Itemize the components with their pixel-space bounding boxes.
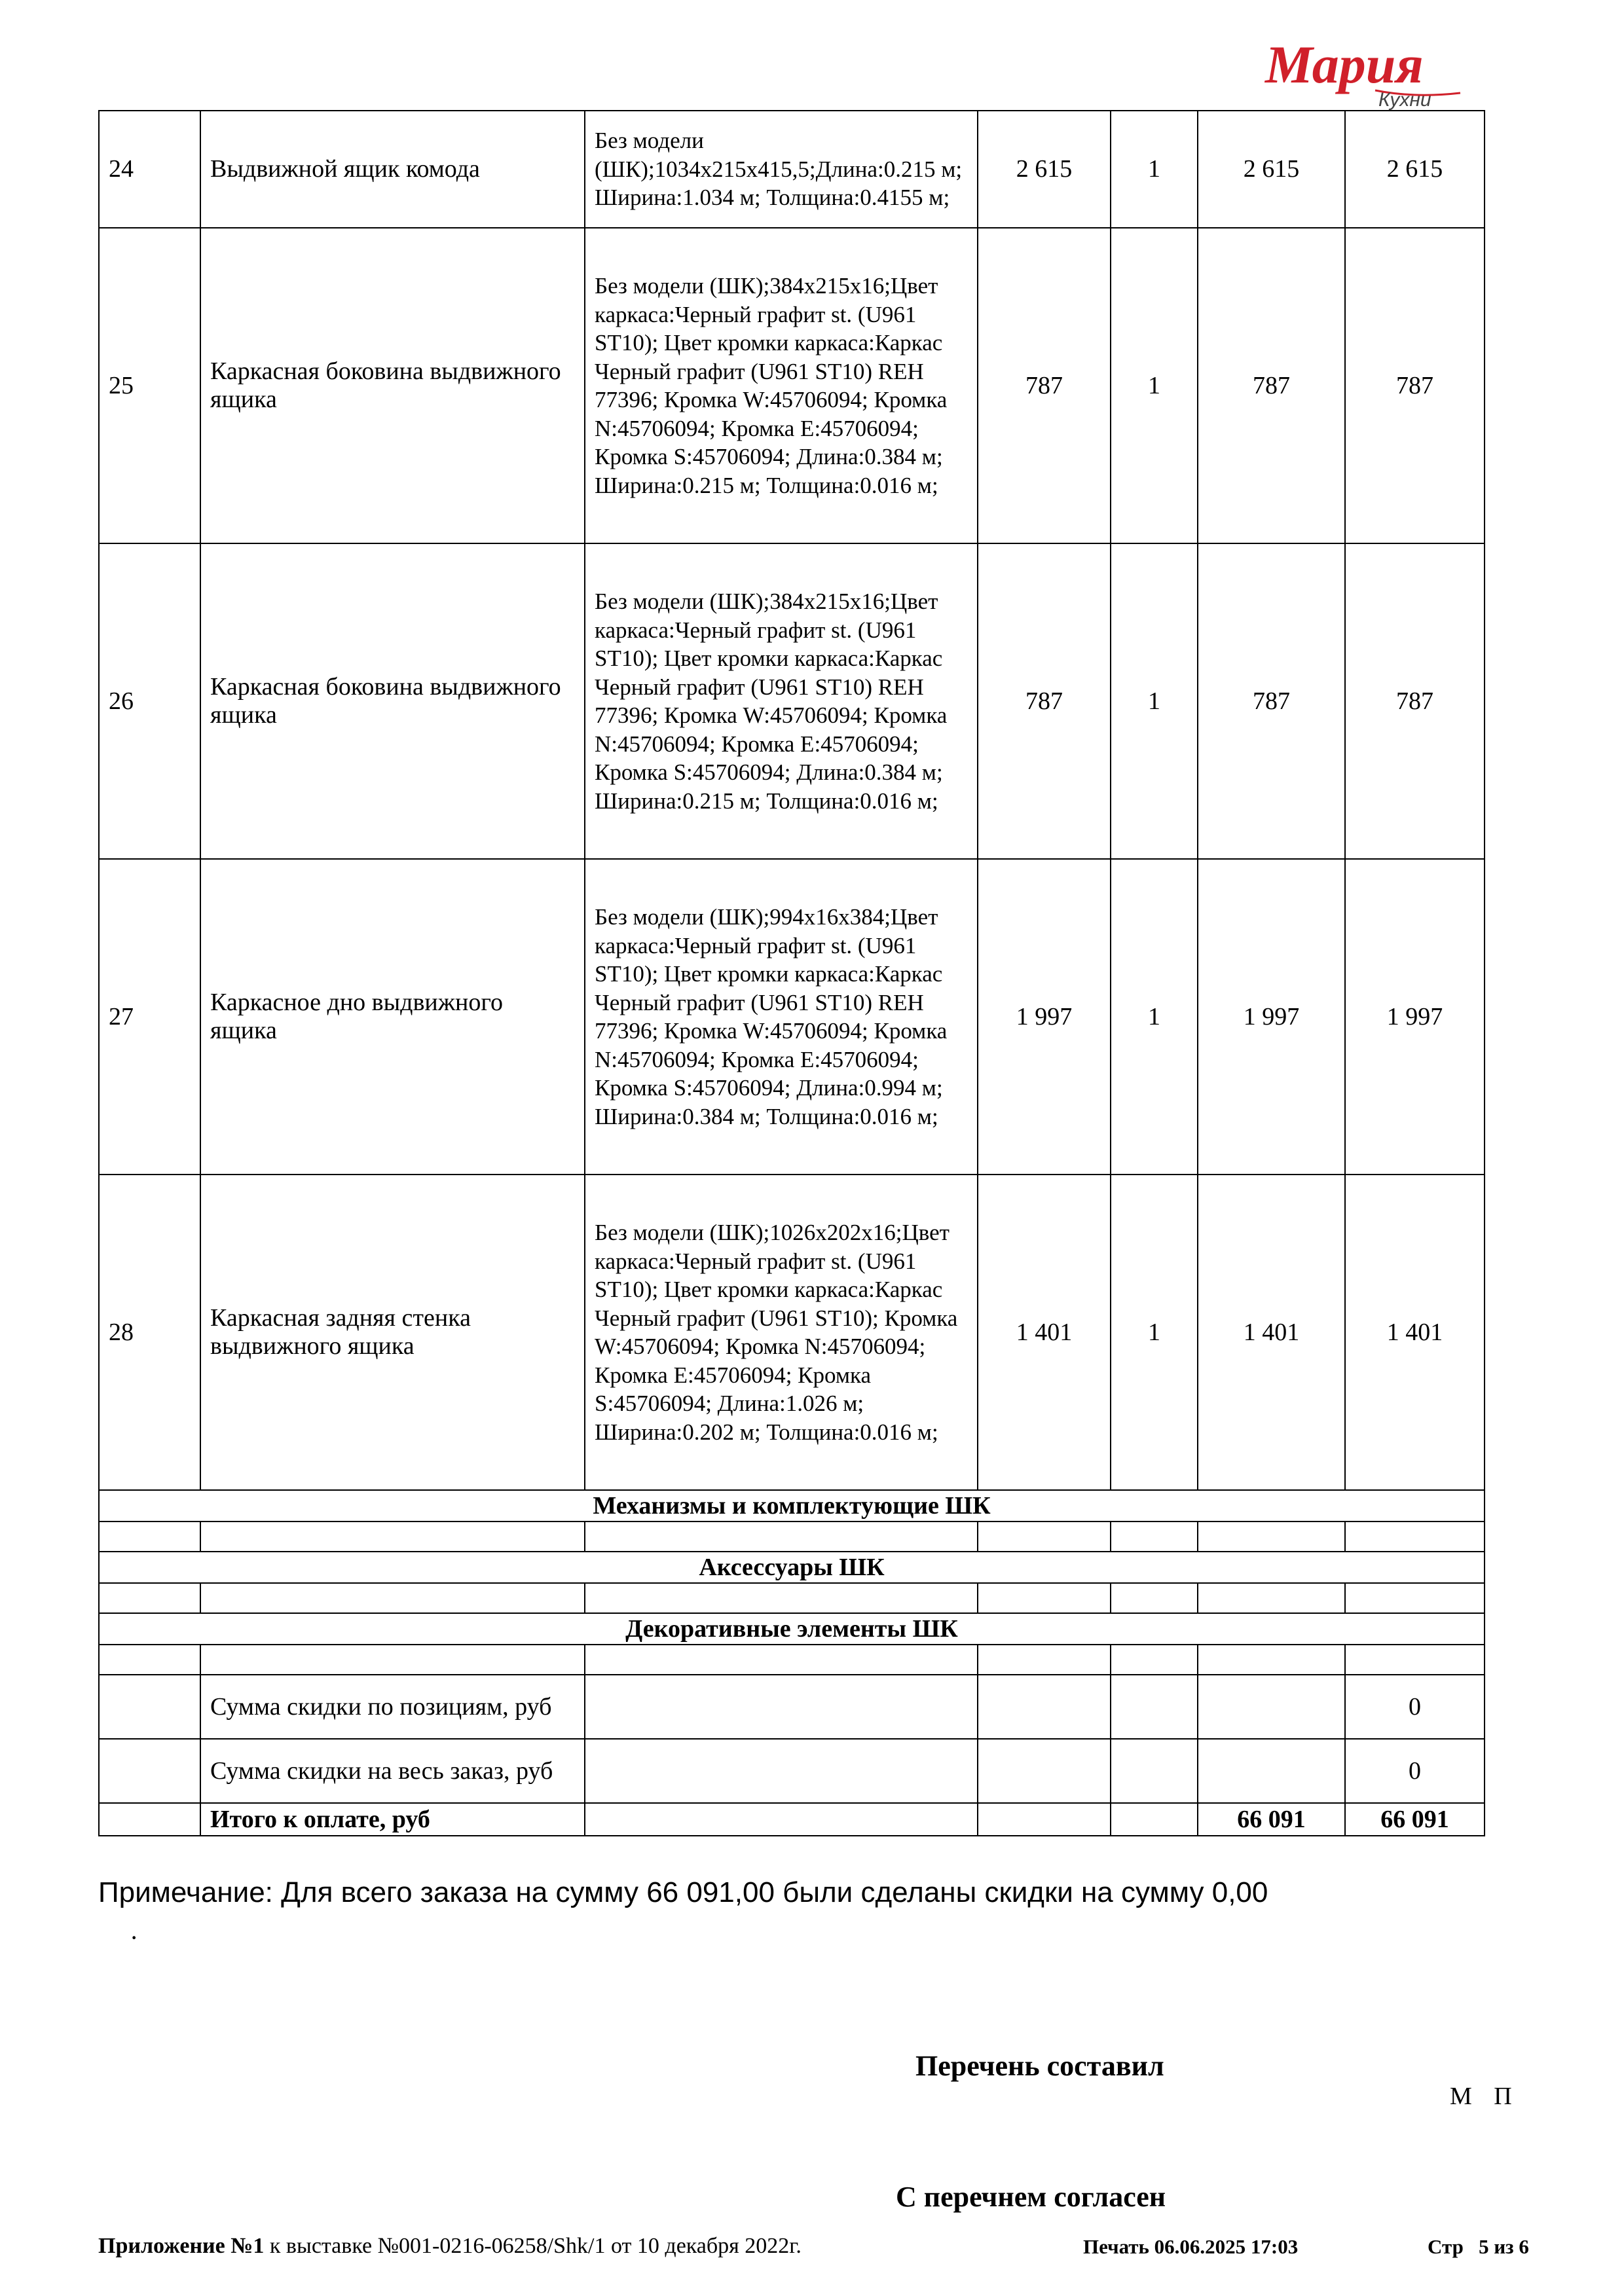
item-sum: 1 997 (1198, 859, 1345, 1175)
compiled-by-label: Перечень составил (915, 2050, 1164, 2082)
logo-sub-text: Кухни (1378, 89, 1431, 110)
total-row (99, 1803, 1485, 1836)
footer-appendix (98, 2234, 802, 2259)
item-sum: 2 615 (1198, 111, 1345, 228)
item-description: Без модели (ШК);1034х215х415,5;Длина:0.215 м; Ширина:1.034 м; Толщина:0.4155 м; (585, 111, 978, 228)
item-total: 1 401 (1345, 1175, 1485, 1490)
row-number: 26 (99, 543, 200, 859)
item-sum: 787 (1198, 228, 1345, 543)
item-quantity: 1 (1111, 859, 1198, 1175)
empty-row (99, 1583, 1485, 1613)
row-number: 25 (99, 228, 200, 543)
section-header (99, 1552, 1485, 1583)
item-total: 2 615 (1345, 111, 1485, 228)
item-sum: 787 (1198, 543, 1345, 859)
agreed-label: С перечнем согласен (896, 2181, 1166, 2213)
logo-main-text: Мария (1265, 38, 1424, 94)
item-price: 2 615 (978, 111, 1111, 228)
item-description: Без модели (ШК);994х16х384;Цвет каркаса:Черный графит st. (U961 ST10); Цвет кромки каркаса:Каркас Черный графит (U961 ST10) REH 77396; Кромка W:45706094; Кромка N:45706094; Кромка E:45706094; Кромка S:45706094; Длина:0.994 м; Ширина:0.384 м; Толщина:0.016 м; (585, 859, 978, 1175)
row-number: 27 (99, 859, 200, 1175)
discount-whole-order-value: 0 (1345, 1739, 1485, 1803)
maria-logo-graphic (1264, 38, 1513, 110)
item-quantity: 1 (1111, 543, 1198, 859)
note-dot: · (130, 1923, 139, 1952)
discount-by-position-value: 0 (1345, 1675, 1485, 1739)
item-name: Каркасное дно выдвижного ящика (200, 859, 585, 1175)
item-sum: 1 401 (1198, 1175, 1345, 1490)
discount-row (99, 1675, 1485, 1739)
total-sum: 66 091 (1198, 1803, 1345, 1836)
item-total: 787 (1345, 228, 1485, 543)
item-description: Без модели (ШК);384х215х16;Цвет каркаса:Черный графит st. (U961 ST10); Цвет кромки каркаса:Каркас Черный графит (U961 ST10) REH 77396; Кромка W:45706094; Кромка N:45706094; Кромка E:45706094; Кромка S:45706094; Длина:0.384 м; Ширина:0.215 м; Толщина:0.016 м; (585, 228, 978, 543)
item-quantity: 1 (1111, 111, 1198, 228)
table-row (99, 859, 1485, 1175)
item-description: Без модели (ШК);384х215х16;Цвет каркаса:Черный графит st. (U961 ST10); Цвет кромки каркаса:Каркас Черный графит (U961 ST10) REH 77396; Кромка W:45706094; Кромка N:45706094; Кромка E:45706094; Кромка S:45706094; Длина:0.384 м; Ширина:0.215 м; Толщина:0.016 м; (585, 543, 978, 859)
order-items-table (98, 110, 1485, 1836)
item-price: 1 997 (978, 859, 1111, 1175)
table-row (99, 111, 1485, 228)
item-name: Каркасная задняя стенка выдвижного ящика (200, 1175, 585, 1490)
footer-print-date: Печать 06.06.2025 17:03 (1083, 2235, 1299, 2258)
stamp-mark: М П (1450, 2083, 1520, 2110)
footer-page-number: Стр 5 из 6 (1428, 2235, 1529, 2258)
empty-row (99, 1645, 1485, 1675)
table-row (99, 1175, 1485, 1490)
footer-appendix-bold: Приложение №1 (98, 2234, 265, 2258)
row-number: 24 (99, 111, 200, 228)
item-total: 1 997 (1345, 859, 1485, 1175)
table-row (99, 228, 1485, 543)
item-name: Каркасная боковина выдвижного ящика (200, 228, 585, 543)
section-header (99, 1613, 1485, 1645)
item-description: Без модели (ШК);1026х202х16;Цвет каркаса:Черный графит st. (U961 ST10); Цвет кромки каркаса:Каркас Черный графит (U961 ST10); Кромка W:45706094; Кромка N:45706094; Кромка E:45706094; Кромка S:45706094; Длина:1.026 м; Ширина:0.202 м; Толщина:0.016 м; (585, 1175, 978, 1490)
section-mechanisms: Механизмы и комплектующие ШК (99, 1490, 1485, 1522)
total-label: Итого к оплате, руб (200, 1803, 585, 1836)
item-total: 787 (1345, 543, 1485, 859)
maria-logo (1264, 38, 1513, 110)
discount-note: Примечание: Для всего заказа на сумму 66 091,00 были сделаны скидки на сумму 0,00 (98, 1876, 1268, 1908)
item-quantity: 1 (1111, 1175, 1198, 1490)
discount-whole-order-label: Сумма скидки на весь заказ, руб (200, 1739, 585, 1803)
discount-by-position-label: Сумма скидки по позициям, руб (200, 1675, 585, 1739)
item-price: 1 401 (978, 1175, 1111, 1490)
total-amount: 66 091 (1345, 1803, 1485, 1836)
section-accessories: Аксессуары ШК (99, 1552, 1485, 1583)
item-quantity: 1 (1111, 228, 1198, 543)
discount-row (99, 1739, 1485, 1803)
item-name: Каркасная боковина выдвижного ящика (200, 543, 585, 859)
table-row (99, 543, 1485, 859)
item-price: 787 (978, 543, 1111, 859)
section-decor: Декоративные элементы ШК (99, 1613, 1485, 1645)
empty-row (99, 1522, 1485, 1552)
section-header (99, 1490, 1485, 1522)
footer-appendix-rest: к выставке №001-0216-06258/Shk/1 от 10 декабря 2022г. (264, 2234, 802, 2258)
row-number: 28 (99, 1175, 200, 1490)
item-price: 787 (978, 228, 1111, 543)
item-name: Выдвижной ящик комода (200, 111, 585, 228)
